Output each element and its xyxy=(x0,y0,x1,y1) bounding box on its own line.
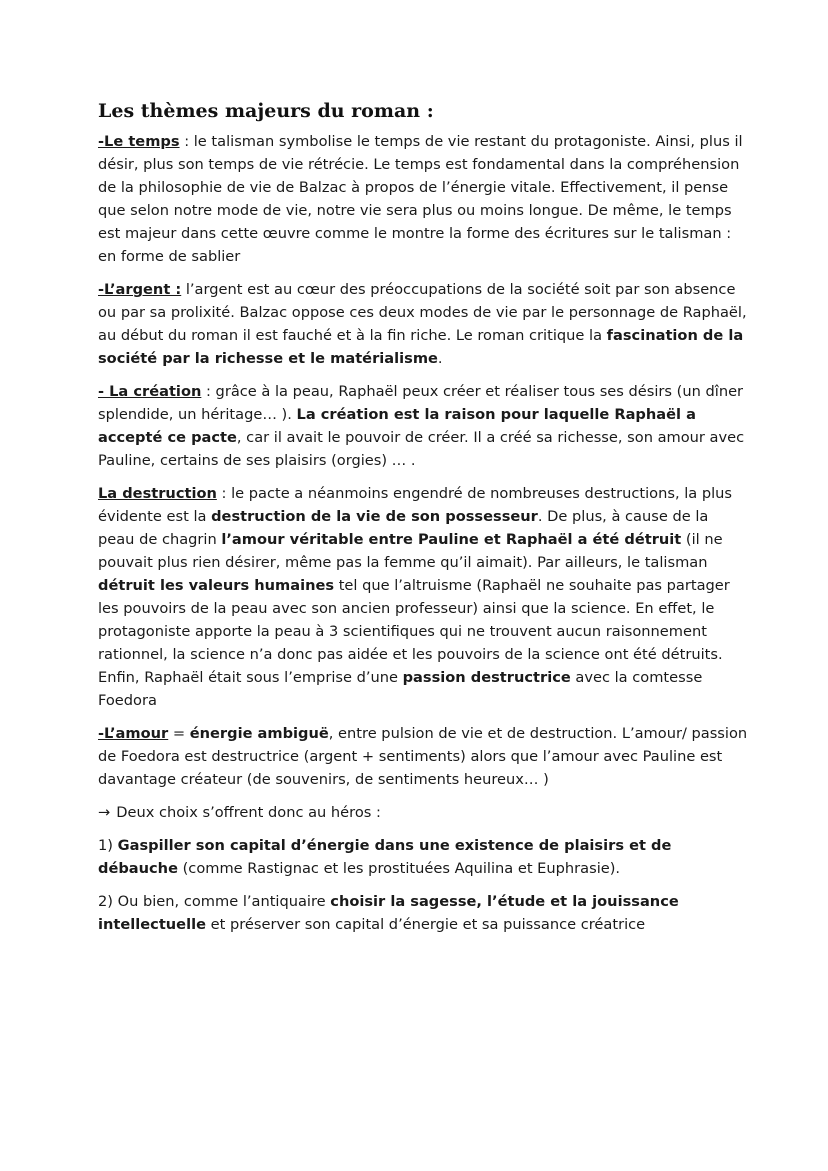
right-arrow-icon: → xyxy=(98,804,111,821)
paragraph-choix: → Deux choix s’offrent donc au héros : xyxy=(98,804,381,821)
paragraph-argent: -L’argent : l’argent est au cœur des préoccupations de la société soit par son absence ou par sa prolixité. Balzac oppose ces deux modes de vie par le personnage de Raphaël, au début du roman il est fauché et à la fin riche. Le roman critique la fascination de la société par la richesse et le matérialisme. xyxy=(98,281,747,367)
paragraph-destruction: La destruction : le pacte a néanmoins engendré de nombreuses destructions, la plus évidente est la destruction de la vie de son possesseur. De plus, à cause de la peau de chagrin l’amour véritable entre Pauline et Raphaël a été détruit (il ne pouvait plus rien désirer, même pas la femme qu’il aimait). Par ailleurs, le talisman détruit les valeurs humaines tel que l’altruisme (Raphaël ne souhaite pas partager les pouvoirs de la peau avec son ancien professeur) ainsi que la science. En effet, le protagoniste apporte la peau à 3 scientifiques qui ne trouvent aucun raisonnement rationnel, la science n’a donc pas aidée et les pouvoirs de la science ont été détruits. Enfin, Raphaël était sous l’emprise d’une passion destructrice avec la comtesse Foedora xyxy=(98,485,733,709)
label-creation: - La création xyxy=(98,383,202,400)
label-amour: -L’amour xyxy=(98,725,169,742)
paragraph-option-1: 1) Gaspiller son capital d’énergie dans une existence de plaisirs et de débauche (comme Rastignac et les prostituées Aquilina et Euphrasie). xyxy=(98,837,672,877)
paragraph-amour: -L’amour = énergie ambiguë, entre pulsion de vie et de destruction. L’amour/ passion de Foedora est destructrice (argent + sentiments) alors que l’amour avec Pauline est davantage créateur (de souvenirs, de sentiments heureux… ) xyxy=(98,725,748,788)
page-title: Les thèmes majeurs du roman : xyxy=(98,100,434,122)
label-destruction: La destruction xyxy=(98,485,217,502)
paragraph-option-2: 2) Ou bien, comme l’antiquaire choisir la sagesse, l’étude et la jouissance intellectuelle et préserver son capital d’énergie et sa puissance créatrice xyxy=(98,893,679,933)
label-argent: -L’argent : xyxy=(98,281,182,298)
paragraph-temps: -Le temps : le talisman symbolise le temps de vie restant du protagoniste. Ainsi, plus il désir, plus son temps de vie rétrécie. Le temps est fondamental dans la compréhension de la philosophie de vie de Balzac à propos de l’énergie vitale. Effectivement, il pense que selon notre mode de vie, notre vie sera plus ou moins longue. De même, le temps est majeur dans cette œuvre comme le montre la forme des écritures sur le talisman : en forme de sablier xyxy=(98,133,743,265)
label-temps: -Le temps xyxy=(98,133,180,150)
paragraph-creation: - La création : grâce à la peau, Raphaël peux créer et réaliser tous ses désirs (un dîner splendide, un héritage… ). La création est la raison pour laquelle Raphaël a accepté ce pacte, car il avait le pouvoir de créer. Il a créé sa richesse, son amour avec Pauline, certains de ses plaisirs (orgies) … . xyxy=(98,383,745,469)
